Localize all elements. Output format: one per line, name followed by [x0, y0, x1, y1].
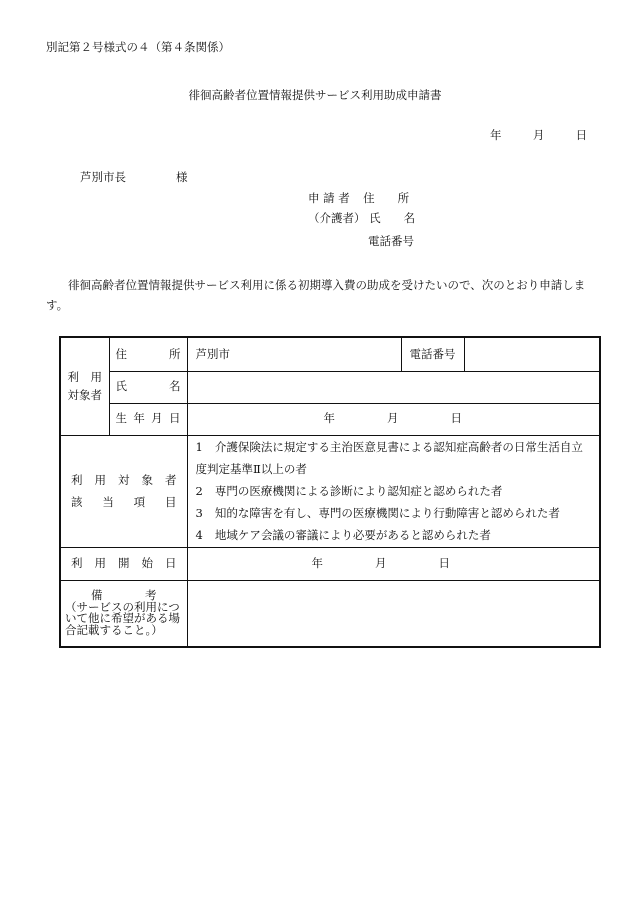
criteria-item[interactable]: [188, 502, 600, 524]
remarks-label-char1: 備: [91, 588, 103, 603]
criteria-item-text: 地域ケア会議の審議により必要があると認められた者: [214, 528, 491, 542]
date-year: 年: [490, 128, 502, 142]
criteria-label-a1: 利: [71, 473, 83, 487]
address-label-char2: 所: [169, 346, 181, 361]
criteria-label-a4: 象: [141, 473, 153, 487]
start-date-value[interactable]: [187, 547, 600, 580]
applicant-name-label: 氏 名: [369, 211, 416, 225]
criteria-item-number: 4: [195, 528, 203, 542]
criteria-item-text: 専門の医療機関による診断により認知症と認められた者: [214, 484, 503, 498]
name-label-char1: 氏: [115, 379, 127, 394]
remarks-note-line3: 合記載すること。）: [65, 622, 163, 637]
criteria-item-text: 介護保険法に規定する主治医意見書による認知症高齢者の日常生活自立: [214, 440, 583, 454]
form-number: 別記第２号様式の４（第４条関係）: [46, 40, 230, 54]
addressee-name: 芦別市長: [80, 170, 126, 184]
birth-label: [109, 403, 187, 435]
birth-label-char1: 生: [115, 411, 127, 426]
criteria-list: [187, 435, 600, 547]
criteria-label-b3: 項: [133, 495, 146, 509]
birth-label-char2: 年: [133, 411, 145, 426]
remarks-label-char2: 考: [145, 588, 157, 603]
addressee: [80, 172, 188, 184]
address-label: [109, 337, 187, 371]
criteria-label-a5: 者: [165, 473, 177, 487]
address-label-char1: 住: [115, 346, 127, 361]
criteria-label-b1: 該: [71, 495, 83, 509]
user-group-label-line2: 対象者: [67, 388, 102, 403]
criteria-item[interactable]: [188, 436, 600, 458]
remarks-label: [60, 580, 187, 647]
birth-label-char3: 月: [151, 411, 163, 426]
applicant-address-line: [308, 193, 409, 205]
criteria-item-text: 知的な障害を有し、専門の医療機関により行動障害と認められた者: [214, 506, 560, 520]
date-day: 日: [575, 128, 588, 142]
applicant-phone-line: [368, 236, 414, 248]
address-value[interactable]: 芦別市: [187, 337, 401, 371]
application-date: [490, 130, 587, 142]
criteria-label-a3: 対: [118, 473, 130, 487]
start-label-char5: 日: [165, 555, 177, 570]
criteria-label: [60, 435, 187, 547]
user-group-label-line1: 利 用: [67, 370, 102, 385]
applicant-phone-label: 電話番号: [368, 234, 414, 248]
remarks-value[interactable]: [187, 580, 600, 647]
birth-year: 年: [323, 411, 335, 426]
start-day: 日: [438, 555, 450, 570]
start-date-label: [60, 547, 187, 580]
criteria-item-number: 1: [195, 440, 203, 454]
criteria-item-number: 2: [195, 484, 203, 498]
phone-value[interactable]: [464, 337, 600, 371]
document-title: 徘徊高齢者位置情報提供サービス利用助成申請書: [188, 88, 442, 102]
applicant-label: 申 請 者: [308, 191, 350, 205]
applicant-label-paren: （介護者）: [308, 211, 366, 225]
criteria-label-b4: 目: [164, 495, 177, 509]
birth-value[interactable]: [187, 403, 600, 435]
start-year: 年: [311, 555, 323, 570]
name-label-char2: 名: [169, 379, 181, 394]
criteria-label-b2: 当: [102, 495, 114, 509]
criteria-item-continued: [188, 458, 600, 480]
criteria-item[interactable]: [188, 480, 600, 502]
addressee-honorific: 様: [176, 170, 188, 184]
applicant-address-label: 住 所: [363, 191, 410, 205]
start-month: 月: [375, 555, 387, 570]
intro-text: 徘徊高齢者位置情報提供サービス利用に係る初期導入費の助成を受けたいので、次のとおり申請します。: [46, 278, 586, 312]
birth-label-char4: 日: [168, 411, 181, 426]
start-label-char4: 始: [141, 555, 153, 570]
application-table: [59, 336, 601, 648]
criteria-item-text: 度判定基準Ⅱ以上の者: [195, 462, 307, 476]
remarks-note-line2: いて他に希望がある場: [65, 611, 180, 626]
date-month: 月: [532, 128, 545, 142]
start-label-char1: 利: [71, 555, 83, 570]
start-label-char2: 用: [94, 555, 106, 570]
phone-label: 電話番号: [401, 337, 464, 371]
name-value[interactable]: [187, 371, 600, 403]
user-group-label: [60, 337, 109, 435]
birth-month: 月: [387, 411, 399, 426]
criteria-item[interactable]: [188, 524, 600, 546]
birth-day: 日: [450, 411, 462, 426]
start-label-char3: 開: [118, 555, 130, 570]
criteria-label-a2: 用: [94, 473, 106, 487]
remarks-note-line1: （サービスの利用につ: [65, 599, 180, 614]
applicant-name-line: [308, 213, 415, 225]
name-label: [109, 371, 187, 403]
criteria-item-number: 3: [195, 506, 203, 520]
